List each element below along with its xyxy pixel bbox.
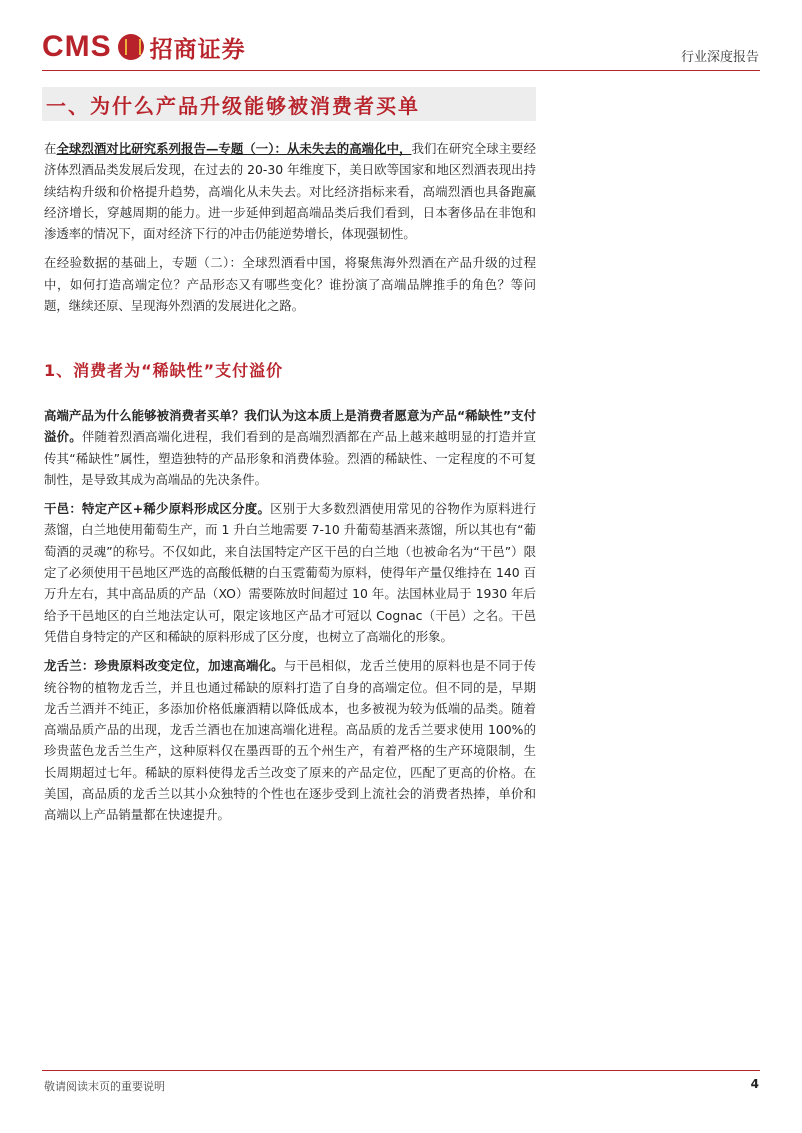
report-type-label: 行业深度报告 — [680, 50, 759, 65]
header-divider — [42, 70, 760, 71]
intro-block — [44, 138, 536, 316]
intro-paragraph-2: 在经验数据的基础上，专题（二）：全球烈酒看中国，将聚焦海外烈酒在产品升级的过程中，如何打造高端定位？产品形态又有哪些变化？谁扮演了高端品牌推手的角色？等问题，继续还原、呈现海外烈酒的发展进化之路。 — [44, 255, 536, 314]
tequila-text: 与干邑相似，龙舌兰使用的原料也是不同于传统谷物的植物龙舌兰，并且也通过稀缺的原料打造了自身的高端定位。但不同的是，早期龙舌兰酒并不纯正，多添加价格低廉酒精以降低成本，也多被视为较为低端的品类。随着高端品质产品的出现，龙舌兰酒也在加速高端化进程。高品质的龙舌兰要求使用 100%的珍贵蓝色龙舌兰生产，这种原料仅在墨西哥的五个州生产，有着严格的生产环境限制，生长周期超过七年。稀缺的原料使得龙舌兰改变了原来的产品定位，匹配了更高的价格。在美国，高品质的龙舌兰以其小众独特的个性也在逐步受到上流社会的消费者热捧，单价和高端以上产品销量都在快速提升。 — [44, 658, 537, 823]
body-paragraph-scarcity — [44, 405, 536, 490]
page-header — [0, 0, 802, 72]
scarcity-lead: 高端产品为什么能够被消费者买单？我们认为这本质上是消费者愿意为产品“稀缺性”支付溢价。 — [44, 408, 536, 445]
body-paragraph-cognac — [44, 498, 536, 647]
logo-emblem-icon — [118, 34, 144, 60]
cognac-lead: 干邑：特定产区+稀少原料形成区分度。 — [44, 501, 271, 517]
footer-divider — [42, 1070, 760, 1071]
body-paragraph-tequila — [44, 655, 536, 825]
intro-p1-prefix: 在 — [44, 141, 57, 156]
logo-latin-text: CMS — [42, 30, 112, 63]
tequila-lead: 龙舌兰：珍贵原料改变定位，加速高端化。 — [44, 658, 284, 674]
body-block — [44, 405, 536, 826]
cms-logo — [42, 30, 246, 64]
footer-disclaimer: 敬请阅读末页的重要说明 — [44, 1080, 165, 1093]
subsection-title: 1、消费者为“稀缺性”支付溢价 — [44, 361, 284, 380]
intro-paragraph-1 — [44, 138, 536, 244]
section-title: 一、为什么产品升级能够被消费者买单 — [46, 94, 420, 118]
series-report-link[interactable]: 全球烈酒对比研究系列报告—专题（一）：从未失去的高端化中， — [56, 141, 412, 156]
scarcity-text: 伴随着烈酒高端化进程，我们看到的是高端烈酒都在产品上越来越明显的打造并宣传其“稀缺性”属性，塑造独特的产品形象和消费体验。烈酒的稀缺性、一定程度的不可复制性，是导致其成为高端品的先决条件。 — [44, 429, 537, 487]
cognac-text: 区别于大多数烈酒使用常见的谷物作为原料进行蒸馏，白兰地使用葡萄生产，而 1 升白兰地需要 7-10 升葡萄基酒来蒸馏，所以其也有“葡萄酒的灵魂”的称号。不仅如此，来自法国特定产区干邑的白兰地（也被命名为“干邑”）限定了必须使用干邑地区严选的高酸低糖的白玉霓葡萄为原料，使得年产量仅维持在 140 百万升左右，其中高品质的产品（XO）需要陈放时间超过 10 年。法国林业局于 1930 年后给予干邑地区的白兰地法定认可，限定该地区产品才可冠以 Cognac（干邑）之名。干邑凭借自身特定的产区和稀缺的原料形成了区分度，也树立了高端化的形象。 — [44, 501, 536, 644]
intro-p1-rest: 我们在研究全球主要经济体烈酒品类发展后发现，在过去的 20-30 年维度下，美日欧等国家和地区烈酒表现出持续结构升级和价格提升趋势，高端化从未失去。对比经济指标来看，高端烈酒也具备跑赢经济增长，穿越周期的能力。进一步延伸到超高端品类后我们看到，日本奢侈品在非饱和渗透率的情况下，面对经济下行的冲击仍能逆势增长，体现强韧性。 — [44, 141, 537, 242]
logo-chinese-text: 招商证券 — [149, 35, 246, 63]
page-number: 4 — [750, 1077, 759, 1091]
